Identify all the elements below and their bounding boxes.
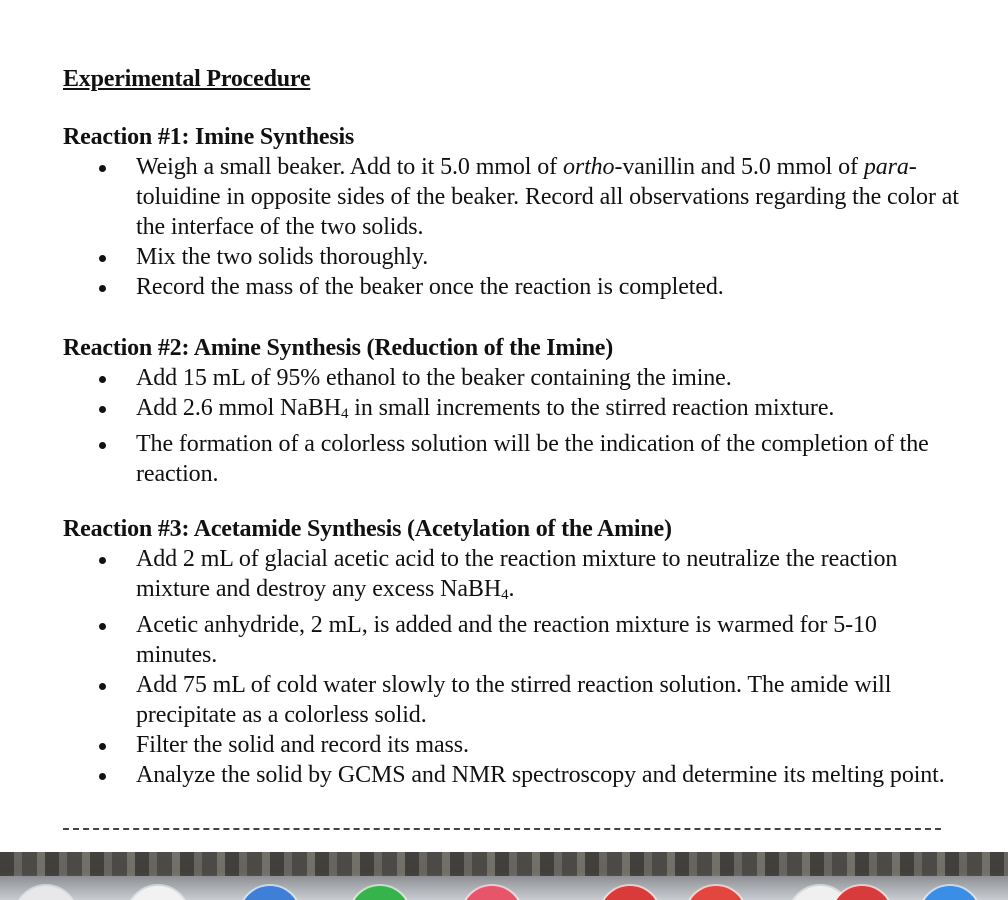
section-title: Reaction #2: Amine Synthesis (Reduction of the Imine) bbox=[63, 335, 614, 361]
dashed-divider bbox=[63, 828, 941, 830]
section-acetamide-synthesis bbox=[63, 514, 963, 790]
step-text: Weigh a small beaker. Add to it 5.0 mmol of bbox=[136, 154, 563, 180]
step-text: -toluidine in opposite sides of the beaker. Record all observations regarding the color at the interface of the two solids. bbox=[136, 154, 959, 240]
step-text: Add 2 mL of glacial acetic acid to the reaction mixture to neutralize the reaction mixture and destroy any excess NaBH bbox=[136, 546, 898, 602]
step-item bbox=[63, 610, 963, 670]
step-item bbox=[63, 242, 963, 272]
step-text: -vanillin and 5.0 mmol of bbox=[614, 154, 864, 180]
step-text: Mix the two solids thoroughly. bbox=[136, 244, 429, 270]
step-item bbox=[63, 272, 963, 302]
step-list bbox=[63, 152, 963, 302]
step-item bbox=[63, 544, 963, 610]
step-list bbox=[63, 363, 963, 489]
step-text: . bbox=[508, 576, 515, 602]
section-imine-synthesis bbox=[63, 122, 963, 302]
bullet-icon bbox=[99, 406, 106, 413]
step-item bbox=[63, 393, 963, 429]
subscript: 4 bbox=[501, 587, 509, 603]
wallpaper-strip bbox=[0, 852, 1008, 876]
step-text: The formation of a colorless solution will be the indication of the completion of the reaction. bbox=[136, 431, 929, 487]
step-item bbox=[63, 760, 963, 790]
bullet-icon bbox=[99, 376, 106, 383]
step-list bbox=[63, 544, 963, 790]
bullet-icon bbox=[99, 255, 106, 262]
step-text: Add 2.6 mmol NaBH bbox=[136, 395, 341, 421]
section-title: Reaction #1: Imine Synthesis bbox=[63, 124, 355, 150]
step-text: in small increments to the stirred reaction mixture. bbox=[348, 395, 835, 421]
step-text: Add 15 mL of 95% ethanol to the beaker containing the imine. bbox=[136, 365, 732, 391]
section-title: Reaction #3: Acetamide Synthesis (Acetylation of the Amine) bbox=[63, 516, 672, 542]
step-item bbox=[63, 363, 963, 393]
subscript: 4 bbox=[340, 406, 349, 422]
step-item bbox=[63, 152, 963, 242]
step-item bbox=[63, 670, 963, 730]
step-italic-para: para bbox=[863, 154, 909, 180]
step-text: Record the mass of the beaker once the reaction is completed. bbox=[136, 274, 724, 300]
section-amine-synthesis bbox=[63, 333, 963, 489]
bullet-icon bbox=[99, 285, 106, 292]
doc-heading: Experimental Procedure bbox=[63, 66, 311, 92]
step-text: Filter the solid and record its mass. bbox=[136, 732, 469, 758]
bullet-icon bbox=[99, 165, 106, 172]
bullet-icon bbox=[99, 442, 106, 449]
step-item bbox=[63, 429, 963, 489]
bullet-icon bbox=[99, 623, 106, 630]
bullet-icon bbox=[99, 773, 106, 780]
step-text: Acetic anhydride, 2 mL, is added and the reaction mixture is warmed for 5-10 minutes. bbox=[136, 612, 877, 668]
step-text: Add 75 mL of cold water slowly to the stirred reaction solution. The amide will precipitate as a colorless solid. bbox=[136, 672, 892, 728]
step-italic-ortho: ortho bbox=[562, 154, 615, 180]
bullet-icon bbox=[99, 683, 106, 690]
bullet-icon bbox=[99, 557, 106, 564]
step-item bbox=[63, 730, 963, 760]
bullet-icon bbox=[99, 743, 106, 750]
step-text: Analyze the solid by GCMS and NMR spectroscopy and determine its melting point. bbox=[136, 762, 945, 788]
